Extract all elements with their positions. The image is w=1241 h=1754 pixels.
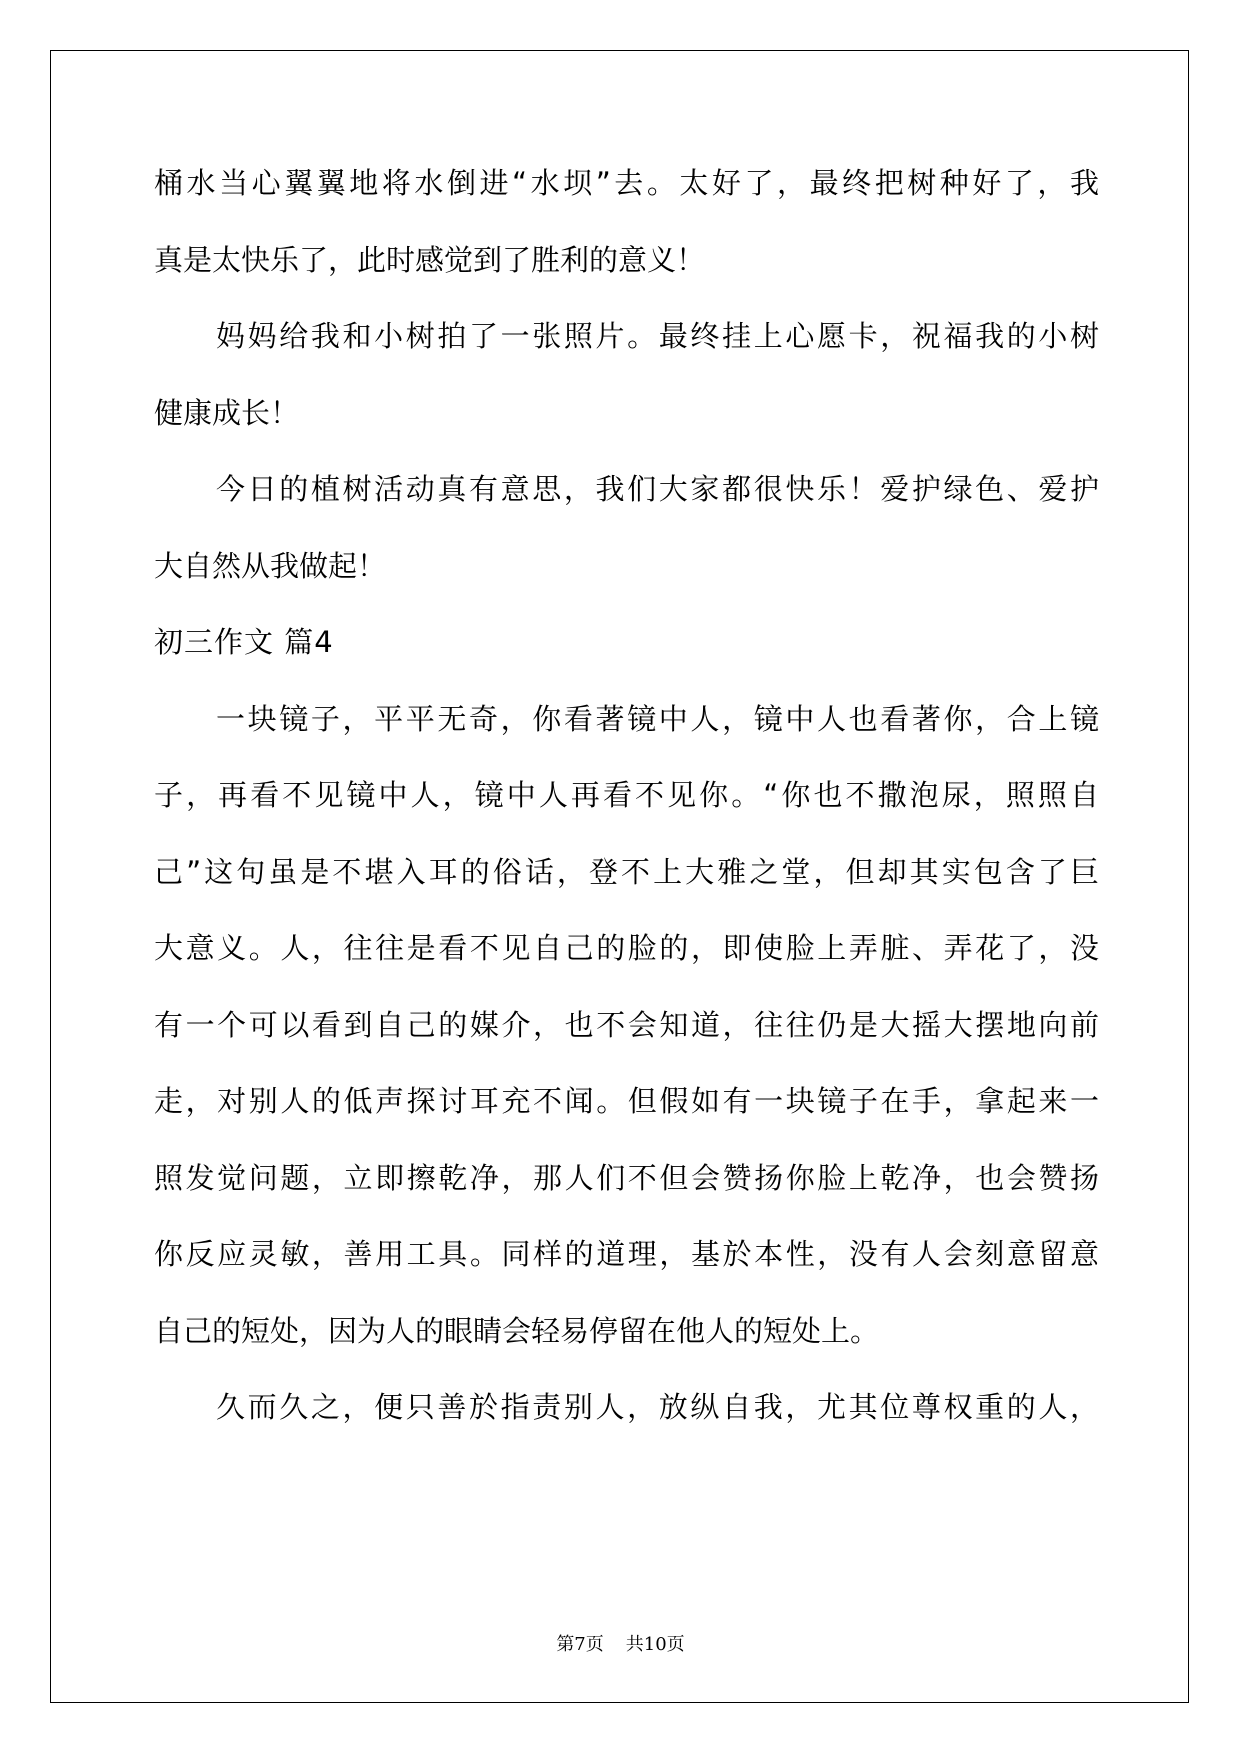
page-number: 第7页	[556, 1634, 604, 1655]
text-line: 己”这句虽是不堪入耳的俗话，登不上大雅之堂，但却其实包含了巨	[154, 854, 1099, 889]
text-line: 大自然从我做起！	[154, 548, 387, 583]
text-line: 照发觉问题，立即擦乾净，那人们不但会赞扬你脸上乾净，也会赞扬	[154, 1160, 1099, 1195]
paragraph-start: 今日的植树活动真有意思，我们大家都很快乐！爱护绿色、爱护	[216, 472, 1099, 506]
text-line: 自己的短处，因为人的眼睛会轻易停留在他人的短处上。	[154, 1313, 880, 1348]
document-body	[154, 161, 1099, 1462]
text-line: 子，再看不见镜中人，镜中人再看不见你。“你也不撒泡尿，照照自	[154, 778, 1099, 812]
section-heading: 初三作文 篇4	[154, 625, 334, 659]
text-line: 健康成长！	[154, 395, 300, 430]
text-line: 大意义。人，往往是看不见自己的脸的，即使脸上弄脏、弄花了，没	[154, 931, 1099, 965]
text-line: 有一个可以看到自己的媒介，也不会知道，往往仍是大摇大摆地向前	[154, 1007, 1099, 1042]
paragraph-start: 久而久之，便只善於指责别人，放纵自我，尤其位尊权重的人，	[216, 1390, 1099, 1424]
paragraph-start: 一块镜子，平平无奇，你看著镜中人，镜中人也看著你，合上镜	[216, 701, 1099, 736]
page-footer	[0, 1634, 1241, 1656]
page-total: 共10页	[625, 1634, 685, 1655]
text-line: 走，对别人的低声探讨耳充不闻。但假如有一块镜子在手，拿起来一	[154, 1084, 1099, 1118]
text-line: 你反应灵敏，善用工具。同样的道理，基於本性，没有人会刻意留意	[154, 1237, 1099, 1271]
text-line: 桶水当心翼翼地将水倒进“水坝”去。太好了，最终把树种好了，我	[154, 166, 1099, 200]
text-line: 真是太快乐了，此时感觉到了胜利的意义！	[154, 242, 706, 277]
paragraph-start: 妈妈给我和小树拍了一张照片。最终挂上心愿卡，祝福我的小树	[216, 319, 1099, 353]
